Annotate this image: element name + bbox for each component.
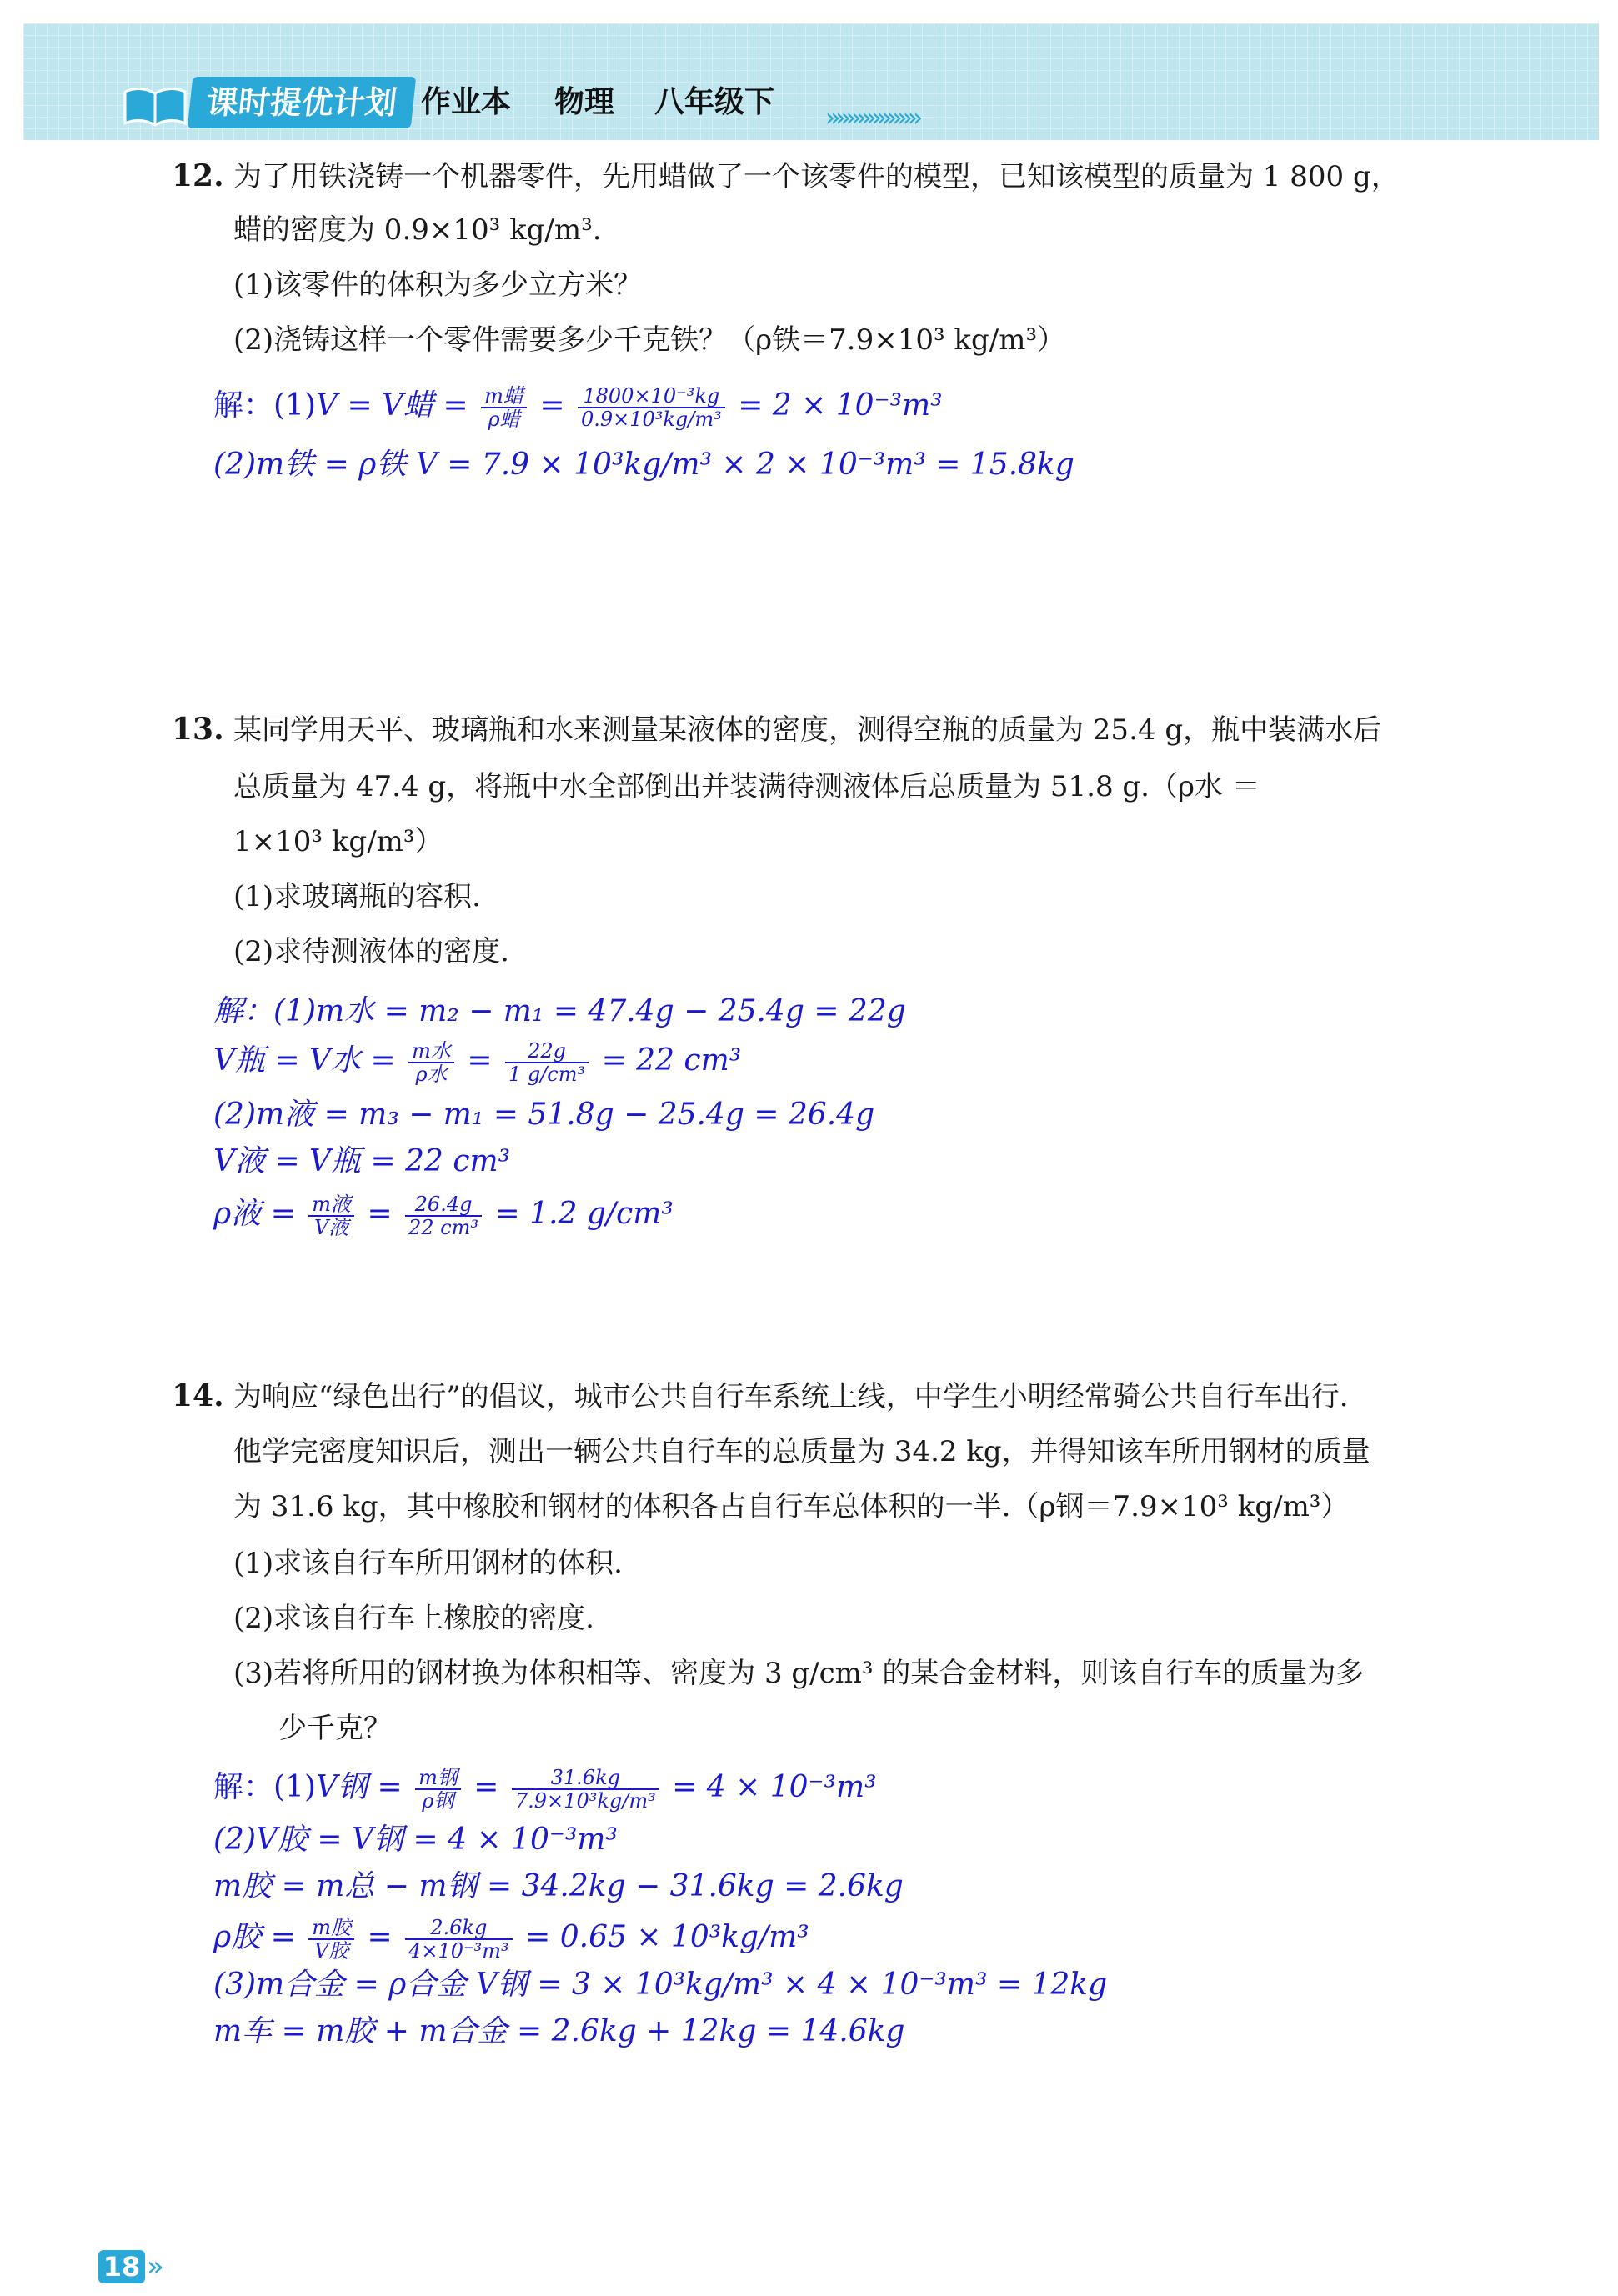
q14-answer-5: (3)m合金 = ρ合金 V钢 = 3 × 10³kg/m³ × 4 × 10⁻³m³ = 12kg: [213, 1968, 1108, 2002]
q12-answer-2: (2)m铁 = ρ铁 V = 7.9 × 10³kg/m³ × 2 × 10⁻³m³ = 15.8kg: [213, 448, 1074, 482]
q13-answer-4: V液 = V瓶 = 22 cm³: [213, 1144, 511, 1178]
q13-answer-1: 解：(1)m水 = m₂ − m₁ = 47.4g − 25.4g = 22g: [213, 994, 906, 1028]
question-number-14: 14.: [172, 1378, 224, 1413]
page-number: 18: [98, 2250, 145, 2283]
subject: 物理: [554, 85, 615, 119]
q13-part2: (2)求待测液体的密度.: [233, 935, 509, 968]
q12-part2: (2)浇铸这样一个零件需要多少千克铁？（ρ铁＝7.9×10³ kg/m³）: [233, 323, 1066, 357]
q14-part1: (1)求该自行车所用钢材的体积.: [233, 1547, 623, 1580]
q14-answer-1: 解：(1)V钢 = $\frac{\text{m钢}}{\text{ρ钢}}$ = $\frac{31.6kg}{\text{7.9×10³kg/m³}}$ = 4 × 10⁻³m³: [213, 1766, 877, 1813]
page-number-chevron: »: [147, 2250, 164, 2283]
q13-text-line2: 总质量为 47.4 g，将瓶中水全部倒出并装满待测液体后总质量为 51.8 g.（ρ水 ＝: [233, 770, 1260, 803]
question-number-13: 13.: [172, 712, 224, 747]
q14-answer-6: m车 = m胶 + m合金 = 2.6kg + 12kg = 14.6kg: [213, 2014, 905, 2048]
grade: 八年级下: [654, 85, 775, 119]
q14-answer-2: (2)V胶 = V钢 = 4 × 10⁻³m³: [213, 1823, 618, 1857]
q14-text-line1: 为响应“绿色出行”的倡议，城市公共自行车系统上线，中学生小明经常骑公共自行车出行.: [233, 1380, 1349, 1413]
q12-text-line2: 蜡的密度为 0.9×10³ kg/m³.: [233, 213, 602, 247]
q13-text-line3: 1×10³ kg/m³）: [233, 825, 443, 858]
q14-text-line2: 他学完密度知识后，测出一辆公共自行车的总质量为 34.2 kg，并得知该车所用钢材的质量: [233, 1435, 1370, 1468]
question-number-12: 12.: [172, 158, 224, 193]
header-chevrons: »»»»»»»»»: [825, 103, 919, 133]
q12-answer-1: 解：(1)V = V蜡 = $\frac{\text{m蜡}}{\text{ρ蜡}}$ = $\frac{\text{1800×10⁻³kg}}{\text{0.9×10³kg/m³}}$ = 2 × 10⁻³m³: [213, 384, 943, 431]
q14-part3-line2: 少千克？: [278, 1712, 392, 1745]
q14-text-line3: 为 31.6 kg，其中橡胶和钢材的体积各占自行车总体积的一半.（ρ钢＝7.9×10³ kg/m³）: [233, 1490, 1350, 1523]
q14-answer-4: ρ胶 = $\frac{\text{m胶}}{\text{V胶}}$ = $\frac{2.6kg}{\text{4×10⁻³m³}}$ = 0.65 × 10³kg/m³: [213, 1916, 809, 1963]
q12-text-line1: 为了用铁浇铸一个机器零件，先用蜡做了一个该零件的模型，已知该模型的质量为 1 800 g，: [233, 160, 1400, 193]
q13-text-line1: 某同学用天平、玻璃瓶和水来测量某液体的密度，测得空瓶的质量为 25.4 g，瓶中装满水后: [233, 713, 1382, 747]
q12-part1: (1)该零件的体积为多少立方米？: [233, 268, 643, 302]
q13-part1: (1)求玻璃瓶的容积.: [233, 880, 481, 913]
q13-answer-3: (2)m液 = m₃ − m₁ = 51.8g − 25.4g = 26.4g: [213, 1098, 875, 1132]
q14-part2: (2)求该自行车上橡胶的密度.: [233, 1602, 594, 1635]
q14-part3-line1: (3)若将所用的钢材换为体积相等、密度为 3 g/cm³ 的某合金材料，则该自行车的质量为多: [233, 1657, 1365, 1690]
q13-answer-5: ρ液 = $\frac{\text{m液}}{\text{V液}}$ = $\frac{26.4g}{\text{22 cm³}}$ = 1.2 g/cm³: [213, 1193, 674, 1239]
open-book-icon: [122, 82, 188, 128]
q13-answer-2: V瓶 = V水 = $\frac{\text{m水}}{\text{ρ水}}$ = $\frac{22g}{\text{1 g/cm³}}$ = 22 cm³: [213, 1039, 742, 1086]
book-type: 作业本: [421, 85, 512, 119]
brand-title: 课时提优计划: [188, 77, 417, 128]
q14-answer-3: m胶 = m总 − m钢 = 34.2kg − 31.6kg = 2.6kg: [213, 1869, 904, 1903]
